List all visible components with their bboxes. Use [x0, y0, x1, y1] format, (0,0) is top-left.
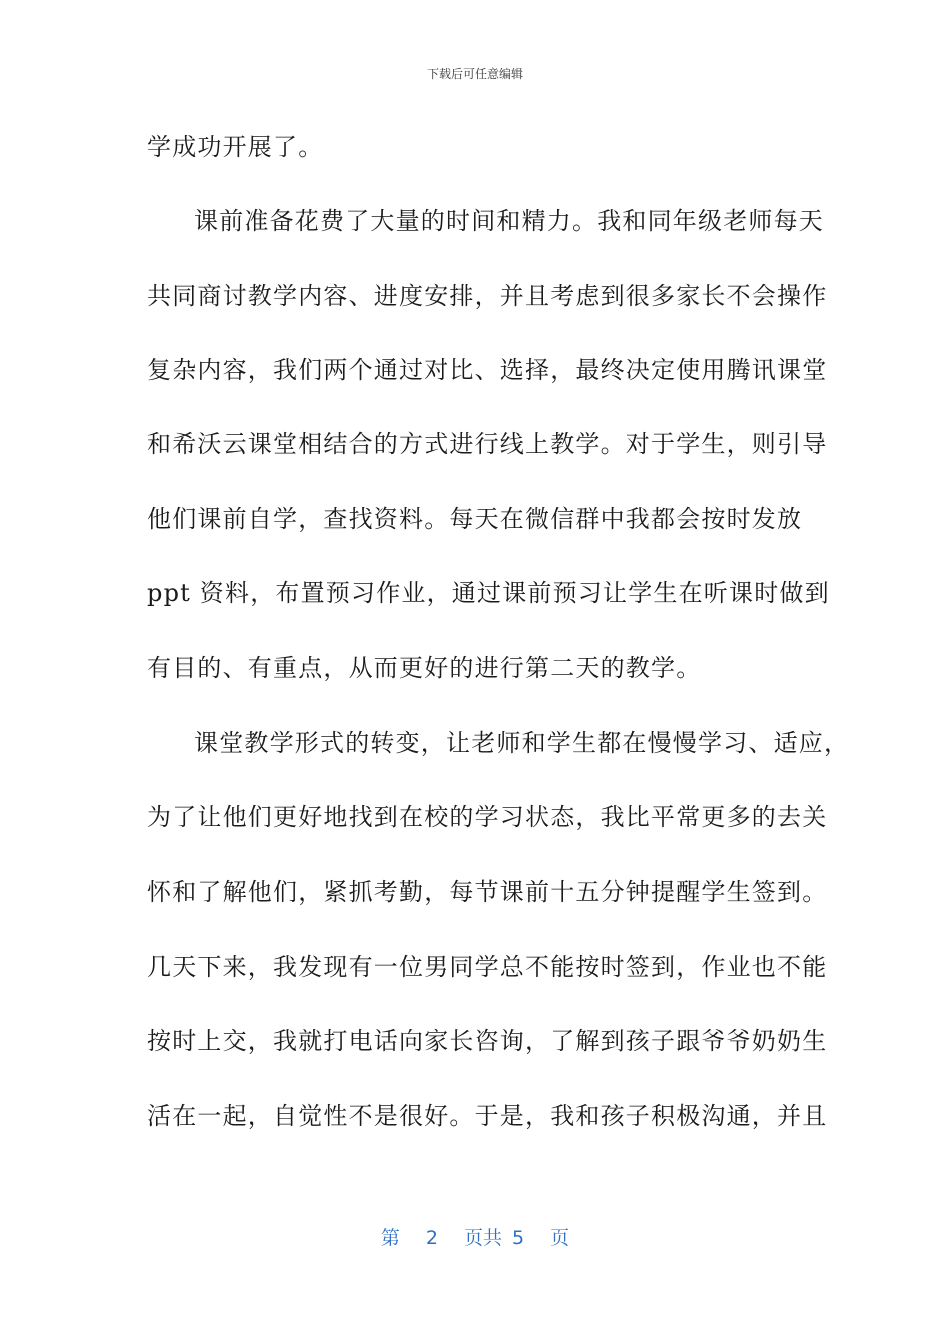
text-line: 复杂内容，我们两个通过对比、选择，最终决定使用腾讯课堂 [147, 356, 828, 384]
text-line: 学成功开展了。 [147, 133, 324, 161]
text-line: 几天下来，我发现有一位男同学总不能按时签到，作业也不能 [147, 953, 828, 981]
page-header-note: 下载后可任意编辑 [426, 67, 523, 81]
text-line: 按时上交，我就打电话向家长咨询，了解到孩子跟爷爷奶奶生 [147, 1027, 828, 1055]
page-footer [0, 1226, 950, 1250]
text-line: 和希沃云课堂相结合的方式进行线上教学。对于学生，则引导 [147, 430, 828, 458]
total-pages-number: 5 [512, 1227, 525, 1249]
text-line: 活在一起，自觉性不是很好。于是，我和孩子积极沟通，并且 [147, 1102, 828, 1130]
footer-suffix: 页 [550, 1227, 570, 1249]
footer-middle: 页共 [463, 1227, 502, 1249]
text-line: 他们课前自学，查找资料。每天在微信群中我都会按时发放 [147, 505, 803, 533]
text-line: 共同商讨教学内容、进度安排，并且考虑到很多家长不会操作 [147, 282, 828, 310]
text-line: 怀和了解他们，紧抓考勤，每节课前十五分钟提醒学生签到。 [147, 878, 828, 906]
current-page-number: 2 [425, 1227, 438, 1249]
text-line: 课堂教学形式的转变，让老师和学生都在慢慢学习、适应， [194, 729, 850, 757]
text-line: 课前准备花费了大量的时间和精力。我和同年级老师每天 [194, 207, 824, 235]
footer-prefix: 第 [380, 1227, 400, 1249]
text-line: ppt 资料，布置预习作业，通过课前预习让学生在听课时做到 [147, 579, 830, 607]
text-line: 有目的、有重点，从而更好的进行第二天的教学。 [147, 654, 702, 682]
text-line: 为了让他们更好地找到在校的学习状态，我比平常更多的去关 [147, 803, 828, 831]
